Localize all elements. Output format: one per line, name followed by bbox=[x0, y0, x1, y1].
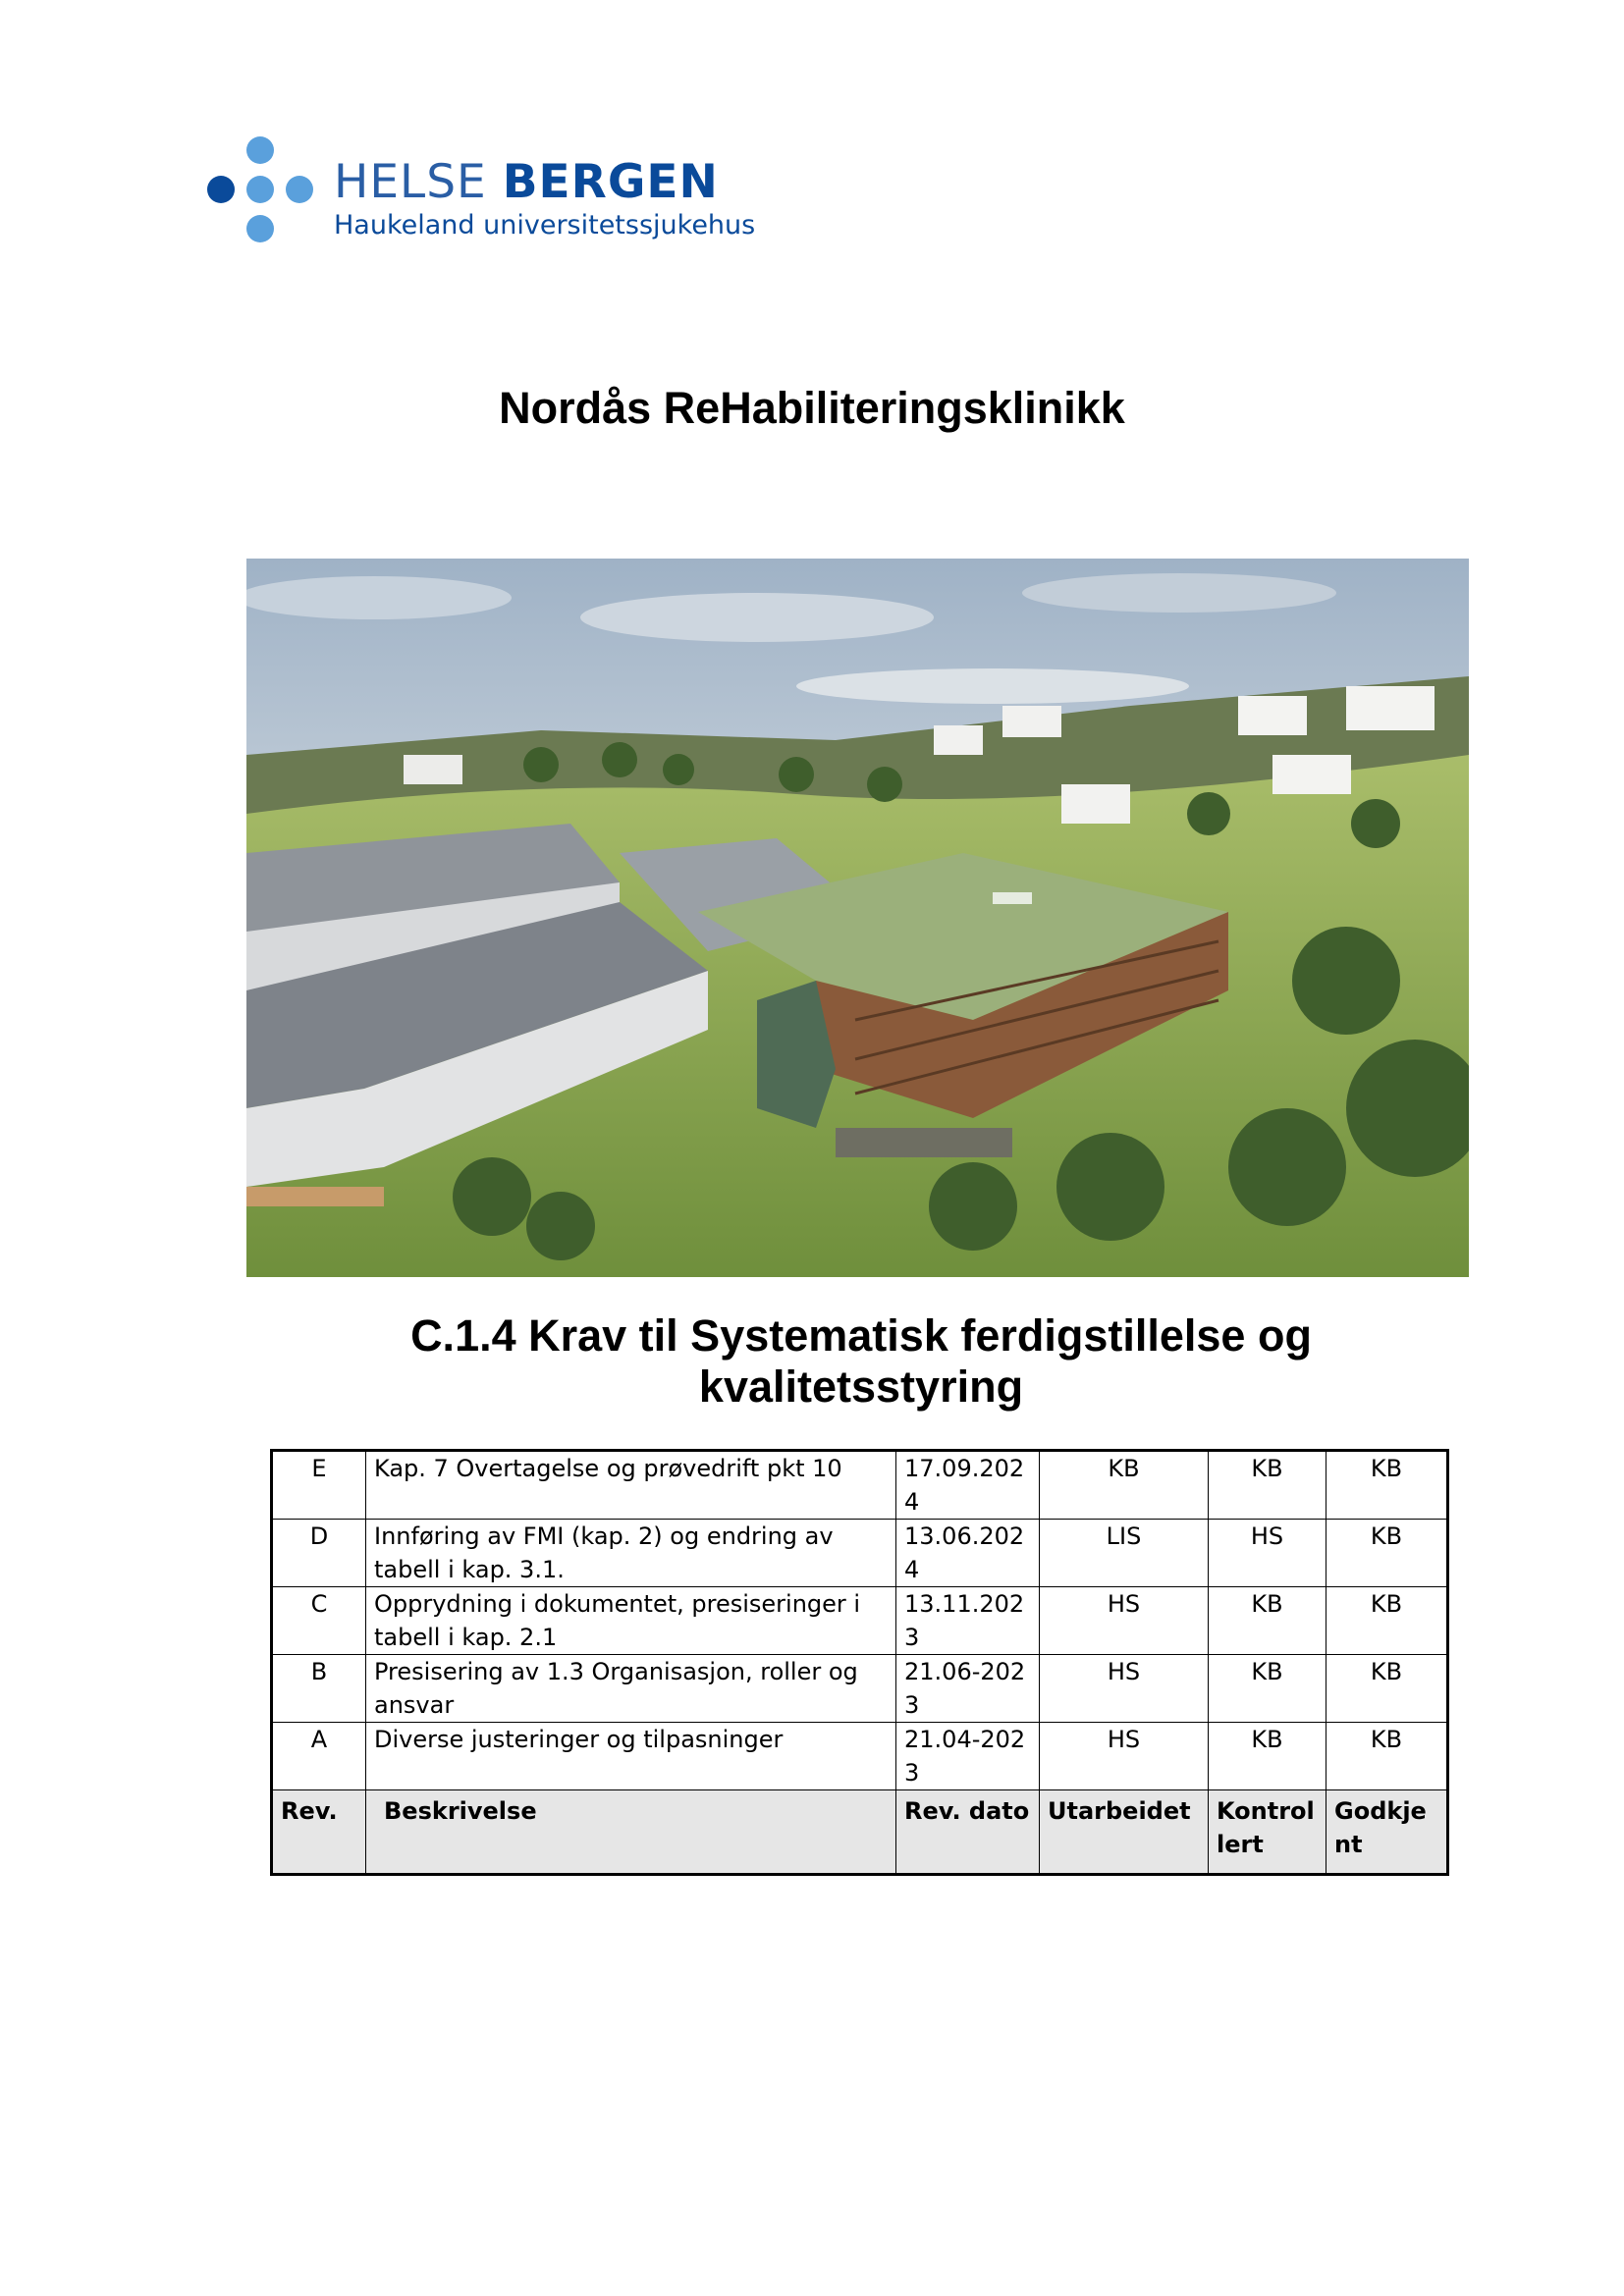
date-cell: 13.11.2023 bbox=[896, 1587, 1040, 1655]
description-cell: Opprydning i dokumentet, presiseringer i tabell i kap. 2.1 bbox=[366, 1587, 896, 1655]
table-row bbox=[272, 1451, 1448, 1520]
header-checked: Kontrollert bbox=[1209, 1790, 1326, 1875]
checked-cell: HS bbox=[1209, 1520, 1326, 1587]
approved-cell: KB bbox=[1326, 1520, 1448, 1587]
date-cell: 17.09.2024 bbox=[896, 1451, 1040, 1520]
approved-cell: KB bbox=[1326, 1723, 1448, 1790]
approved-cell: KB bbox=[1326, 1587, 1448, 1655]
document-title: C.1.4 Krav til Systematisk ferdigstillelse og kvalitetsstyring bbox=[410, 1310, 1312, 1412]
logo-brand-bold: BERGEN bbox=[502, 155, 719, 209]
prepared-cell: LIS bbox=[1040, 1520, 1209, 1587]
prepared-cell: KB bbox=[1040, 1451, 1209, 1520]
approved-cell: KB bbox=[1326, 1451, 1448, 1520]
checked-cell: KB bbox=[1209, 1723, 1326, 1790]
logo-brand bbox=[334, 157, 755, 208]
rev-cell: C bbox=[272, 1587, 366, 1655]
table-row bbox=[272, 1520, 1448, 1587]
cross-dots-icon bbox=[201, 133, 339, 250]
checked-cell: KB bbox=[1209, 1451, 1326, 1520]
date-cell: 21.06-2023 bbox=[896, 1655, 1040, 1723]
header-prepared: Utarbeidet bbox=[1040, 1790, 1209, 1875]
logo-brand-light: HELSE bbox=[334, 155, 503, 209]
table-row bbox=[272, 1723, 1448, 1790]
revision-table bbox=[270, 1449, 1449, 1876]
header-description: Beskrivelse bbox=[366, 1790, 896, 1875]
description-cell: Kap. 7 Overtagelse og prøvedrift pkt 10 bbox=[366, 1451, 896, 1520]
header-date: Rev. dato bbox=[896, 1790, 1040, 1875]
table-header-row bbox=[272, 1790, 1448, 1875]
rev-cell: A bbox=[272, 1723, 366, 1790]
prepared-cell: HS bbox=[1040, 1587, 1209, 1655]
description-cell: Diverse justeringer og tilpasninger bbox=[366, 1723, 896, 1790]
date-cell: 21.04-2023 bbox=[896, 1723, 1040, 1790]
header-approved: Godkjent bbox=[1326, 1790, 1448, 1875]
checked-cell: KB bbox=[1209, 1587, 1326, 1655]
render-illustration bbox=[246, 559, 1469, 1277]
logo-subtitle: Haukeland universitetssjukehus bbox=[334, 210, 756, 240]
project-title: Nordås ReHabiliteringsklinikk bbox=[499, 383, 1125, 433]
approved-cell: KB bbox=[1326, 1655, 1448, 1723]
logo-wordmark bbox=[334, 157, 755, 240]
rev-cell: E bbox=[272, 1451, 366, 1520]
building-render-image bbox=[246, 559, 1469, 1277]
table-row bbox=[272, 1655, 1448, 1723]
description-cell: Innføring av FMI (kap. 2) og endring av tabell i kap. 3.1. bbox=[366, 1520, 896, 1587]
prepared-cell: HS bbox=[1040, 1723, 1209, 1790]
prepared-cell: HS bbox=[1040, 1655, 1209, 1723]
checked-cell: KB bbox=[1209, 1655, 1326, 1723]
table-row bbox=[272, 1587, 1448, 1655]
date-cell: 13.06.2024 bbox=[896, 1520, 1040, 1587]
description-cell: Presisering av 1.3 Organisasjon, roller og ansvar bbox=[366, 1655, 896, 1723]
rev-cell: B bbox=[272, 1655, 366, 1723]
rev-cell: D bbox=[272, 1520, 366, 1587]
header-rev: Rev. bbox=[272, 1790, 366, 1875]
